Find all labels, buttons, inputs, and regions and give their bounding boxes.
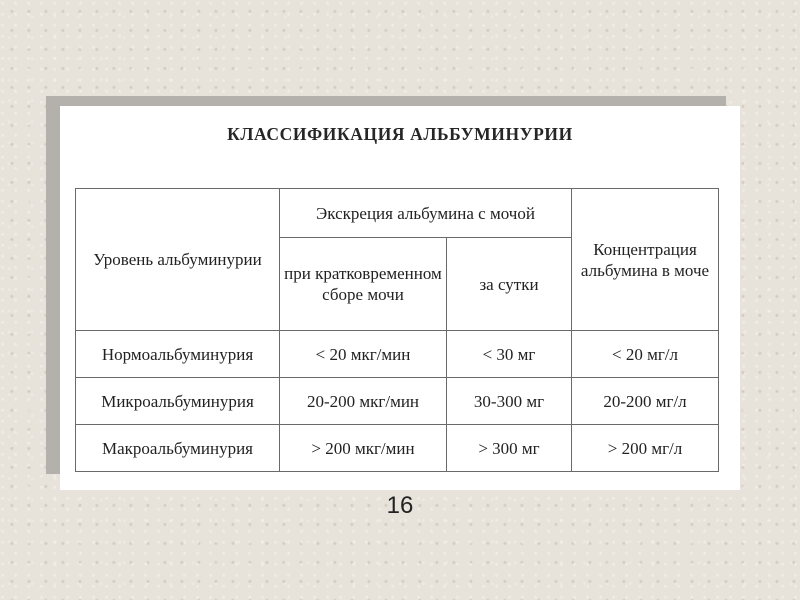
cell-short-collection: 20-200 мкг/мин (280, 378, 447, 425)
cell-per-day: 30-300 мг (447, 378, 572, 425)
slide (60, 106, 740, 490)
cell-per-day: < 30 мг (447, 331, 572, 378)
header-concentration: Концентрация альбумина в моче (572, 189, 719, 331)
cell-concentration: > 200 мг/л (572, 425, 719, 472)
cell-concentration: < 20 мг/л (572, 331, 719, 378)
document-title: КЛАССИФИКАЦИЯ АЛЬБУМИНУРИИ (227, 124, 573, 144)
cell-level: Микроальбуминурия (76, 378, 280, 425)
albuminuria-table (75, 188, 719, 472)
header-short-collection: при кратковременном сборе мочи (280, 238, 447, 331)
cell-per-day: > 300 мг (447, 425, 572, 472)
table-row (76, 378, 719, 425)
header-excretion: Экскреция альбумина с мочой (280, 189, 572, 238)
cell-short-collection: > 200 мкг/мин (280, 425, 447, 472)
cell-short-collection: < 20 мкг/мин (280, 331, 447, 378)
header-per-day: за сутки (447, 238, 572, 331)
table-row (76, 331, 719, 378)
header-level: Уровень альбуминурии (76, 189, 280, 331)
cell-level: Макроальбуминурия (76, 425, 280, 472)
page-number: 16 (386, 492, 414, 519)
header-row (76, 189, 719, 238)
table-row (76, 425, 719, 472)
cell-concentration: 20-200 мг/л (572, 378, 719, 425)
cell-level: Нормоальбуминурия (76, 331, 280, 378)
